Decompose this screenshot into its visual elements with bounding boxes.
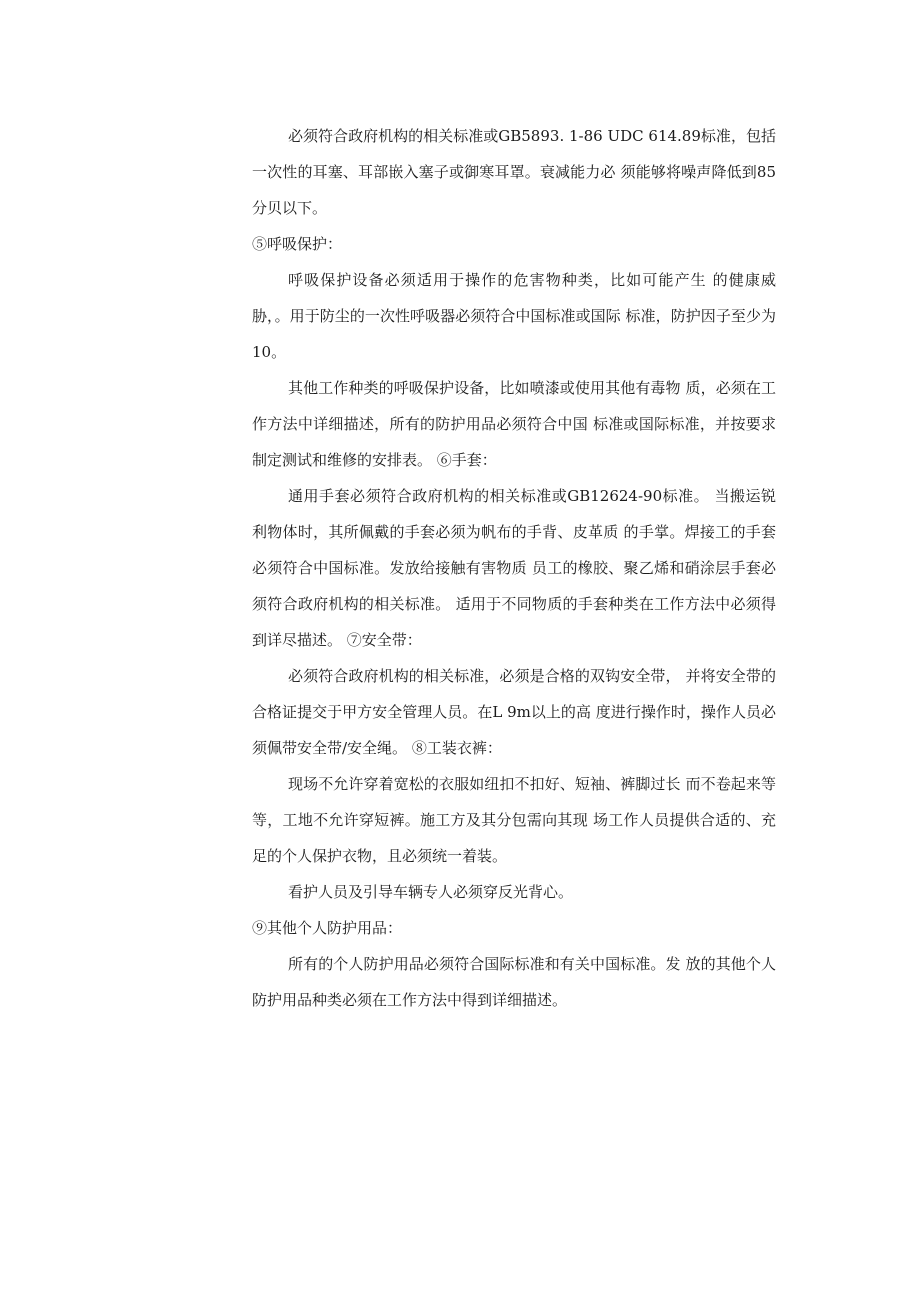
paragraph-other-ppe: 所有的个人防护用品必须符合国际标准和有关中国标准。发 放的其他个人防护用品种类必须在工作方法中得到详细描述。 bbox=[252, 955, 776, 1009]
paragraph-reflective-vest: 看护人员及引导车辆专人必须穿反光背心。 bbox=[288, 883, 574, 901]
heading-other-ppe: ⑨其他个人防护用品： bbox=[252, 919, 403, 937]
paragraph-safety-belt: 必须符合政府机构的相关标准，必须是合格的双钩安全带， 并将安全带的合格证提交于甲方安全管理人员。在L 9m以上的高 度进行操作时，操作人员必须佩带安全带/安全绳。 ⑧工装衣裤： bbox=[252, 667, 776, 757]
paragraph-hearing-protection: 必须符合政府机构的相关标准或GB5893. 1-86 UDC 614.89标准，包括一次性的耳塞、耳部嵌入塞子或御寒耳罩。衰减能力必 须能够将噪声降低到85分贝以下。 bbox=[252, 127, 776, 217]
paragraph-work-clothes: 现场不允许穿着宽松的衣服如纽扣不扣好、短袖、裤脚过长 而不卷起来等等，工地不允许穿短裤。施工方及其分包需向其现 场工作人员提供合适的、充足的个人保护衣物，且必须统一着装。 bbox=[252, 775, 776, 865]
heading-respiratory-protection: ⑤呼吸保护： bbox=[252, 235, 343, 253]
document-body bbox=[252, 118, 776, 1018]
paragraph-other-respiratory: 其他工作种类的呼吸保护设备，比如喷漆或使用其他有毒物 质，必须在工作方法中详细描述，所有的防护用品必须符合中国 标准或国际标准，并按要求制定测试和维修的安排表。 ⑥手套： bbox=[252, 379, 776, 469]
paragraph-respiratory-equipment: 呼吸保护设备必须适用于操作的危害物种类，比如可能产生 的健康威胁，。用于防尘的一次性呼吸器必须符合中国标准或国际 标准，防护因子至少为10。 bbox=[252, 271, 776, 361]
paragraph-gloves: 通用手套必须符合政府机构的相关标准或GB12624-90标准。 当搬运锐利物体时，其所佩戴的手套必须为帆布的手背、皮革质 的手掌。焊接工的手套必须符合中国标准。发放给接触有害物质 员工的橡胶、聚乙烯和硝涂层手套必须符合政府机构的相关标准。 适用于不同物质的手套种类在工作方法中必须得到详尽描述。 ⑦安全带： bbox=[252, 487, 776, 649]
